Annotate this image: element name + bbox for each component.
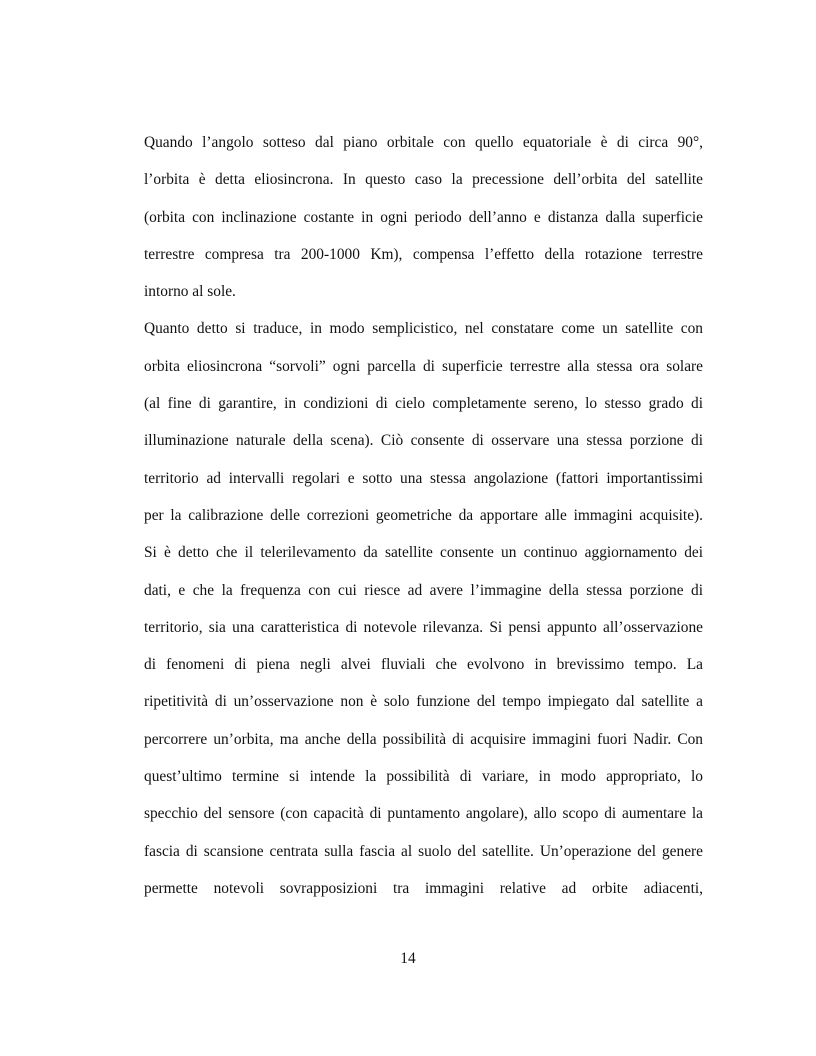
text-line: specchio del sensore (con capacità di puntamento angolare), allo scopo di aumentare la — [144, 805, 703, 823]
text-line: orbita eliosincrona “sorvoli” ogni parcella di superficie terrestre alla stessa ora solare — [144, 357, 703, 375]
text-line: Si è detto che il telerilevamento da satellite consente un continuo aggiornamento dei — [144, 544, 703, 562]
text-line: di fenomeni di piena negli alvei fluviali che evolvono in brevissimo tempo. La — [144, 656, 703, 674]
text-line: illuminazione naturale della scena). Ciò consente di osservare una stessa porzione di — [144, 432, 703, 450]
text-line: quest’ultimo termine si intende la possibilità di variare, in modo appropriato, lo — [144, 768, 703, 786]
text-line: (al fine di garantire, in condizioni di cielo completamente sereno, lo stesso grado di — [144, 395, 703, 413]
text-line: intorno al sole. — [144, 283, 236, 301]
text-line: (orbita con inclinazione costante in ogni periodo dell’anno e distanza dalla superficie — [144, 208, 703, 226]
text-line: per la calibrazione delle correzioni geometriche da apportare alle immagini acquisite). — [144, 506, 703, 524]
text-line: Quanto detto si traduce, in modo semplicistico, nel constatare come un satellite con — [144, 320, 703, 338]
text-line: Quando l’angolo sotteso dal piano orbitale con quello equatoriale è di circa 90°, — [144, 134, 703, 151]
text-line: territorio, sia una caratteristica di notevole rilevanza. Si pensi appunto all’osservazione — [144, 618, 703, 636]
text-line: l’orbita è detta eliosincrona. In questo caso la precessione dell’orbita del satellite — [144, 171, 703, 189]
text-line: percorrere un’orbita, ma anche della possibilità di acquisire immagini fuori Nadir. Con — [144, 730, 703, 748]
text-line: territorio ad intervalli regolari e sotto una stessa angolazione (fattori importantissimi — [144, 469, 703, 487]
text-line: terrestre compresa tra 200-1000 Km), compensa l’effetto della rotazione terrestre — [144, 245, 703, 263]
text-line: fascia di scansione centrata sulla fascia al suolo del satellite. Un’operazione del genere — [144, 842, 703, 860]
text-line: dati, e che la frequenza con cui riesce ad avere l’immagine della stessa porzione di — [144, 581, 703, 599]
body-text — [144, 128, 703, 911]
page-number: 14 — [400, 950, 416, 967]
text-line: permette notevoli sovrapposizioni tra immagini relative ad orbite adiacenti, — [144, 879, 703, 897]
text-line: ripetitività di un’osservazione non è solo funzione del tempo impiegato dal satellite a — [144, 693, 703, 711]
